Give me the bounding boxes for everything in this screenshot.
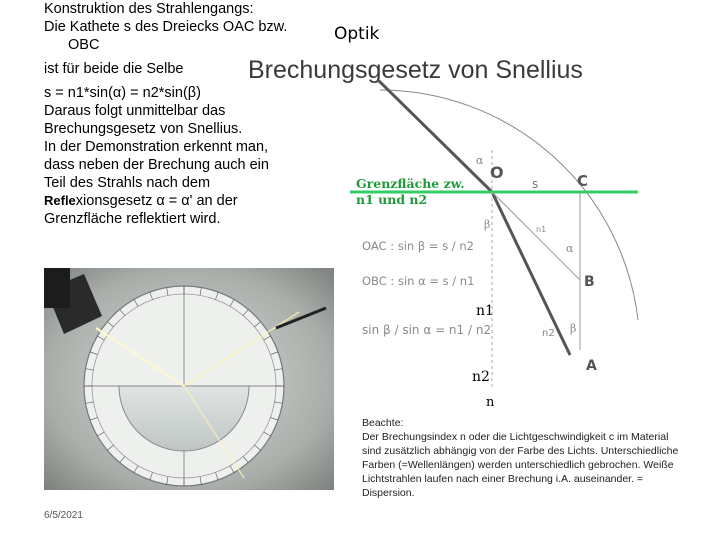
text-line: Konstruktion des Strahlengangs: (44, 1, 254, 17)
text-line: ist für beide die Selbe (44, 61, 184, 77)
obc-formula: OBC : sin α = s / n1 (362, 274, 475, 288)
beta-label-2: β (570, 322, 577, 335)
slide-subtitle: Optik (334, 24, 380, 44)
alpha-label-2: α (566, 242, 574, 255)
n2-small-label: n2 (542, 328, 555, 339)
formula-line: s = n1*sin(α) = n2*sin(β) (44, 85, 201, 101)
bold-fragment: Refle (44, 193, 76, 208)
demonstration-photo (44, 268, 334, 490)
text-line (44, 192, 344, 210)
refraction-diagram (340, 80, 640, 410)
text-line: Daraus folgt unmittelbar das (44, 103, 226, 119)
point-c-label: C (577, 172, 589, 190)
segment-s-label: s (532, 177, 539, 191)
boundary-label-2: n1 und n2 (356, 192, 428, 207)
note-text: Beachte: Der Brechungsindex n oder die Lichtgeschwindigkeit c im Material sind zusätzlich abhängig von der Farbe des Lichts. Unterschiedliche Farben (=Wellenlängen) werden unterschiedlich gebrochen. Weiße Lichtstrahlen laufen nach einer Brechung i.A. auseinander. = Dispersion. (362, 417, 679, 499)
alpha-label: α (476, 154, 484, 167)
text-line: OBC (68, 37, 100, 53)
n2-label: n2 (472, 369, 490, 385)
point-o-label: O (490, 163, 504, 182)
n1-small-label: n1 (536, 225, 547, 234)
text-line: Die Kathete s des Dreiecks OAC bzw. (44, 19, 288, 35)
n-label: n (486, 395, 495, 410)
text-line: dass neben der Brechung auch ein (44, 157, 269, 173)
boundary-label-1: Grenzfläche zw. (356, 176, 465, 191)
point-b-label: B (584, 274, 595, 290)
ratio-formula: sin β / sin α = n1 / n2 (362, 323, 492, 337)
text-line: Brechungsgesetz von Snellius. (44, 121, 243, 137)
oac-formula: OAC : sin β = s / n2 (362, 239, 474, 253)
text-line: Grenzfläche reflektiert wird. (44, 211, 221, 227)
point-a-label: A (586, 358, 597, 374)
text-line: In der Demonstration erkennt man, (44, 139, 269, 155)
beta-label: β (484, 218, 491, 231)
page-title: Brechungsgesetz von Snellius (248, 56, 583, 84)
n1-label: n1 (476, 303, 494, 319)
footer-date: 6/5/2021 (44, 510, 83, 521)
text-fragment: xionsgesetz α = α' an der (75, 193, 238, 209)
text-line: Teil des Strahls nach dem (44, 175, 211, 191)
explanation-text (44, 0, 344, 228)
